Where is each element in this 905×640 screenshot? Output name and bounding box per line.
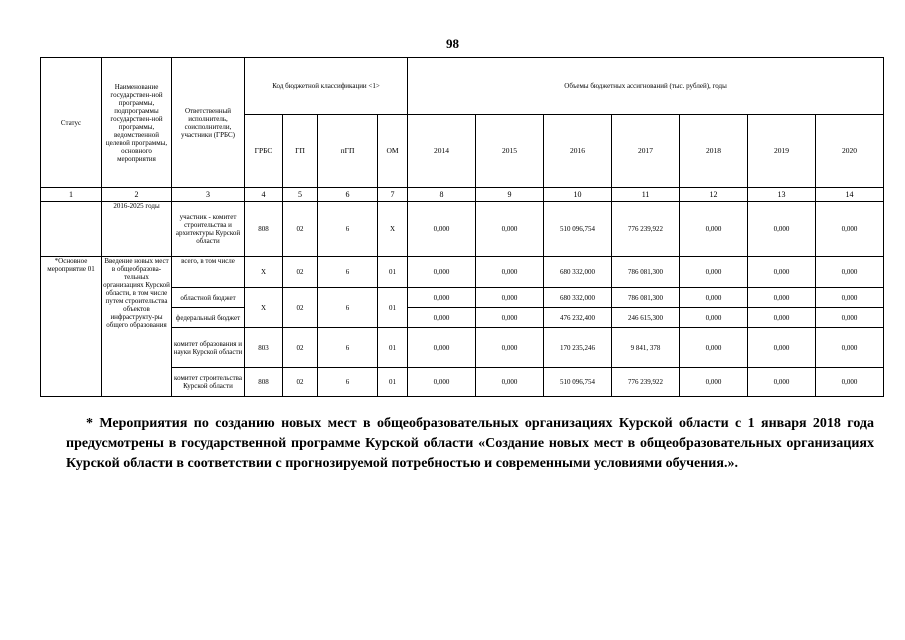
value-cell: 246 615,300: [612, 308, 680, 328]
value-cell: 786 081,300: [612, 257, 680, 288]
header-responsible: Ответственный исполнитель, соисполнители, участники (ГРБС): [172, 58, 245, 188]
value-cell: 0,000: [748, 308, 816, 328]
value-cell: 0,000: [680, 288, 748, 308]
status-cell-empty: [41, 202, 102, 257]
pgp-cell: 6: [318, 368, 378, 397]
header-year: 2016: [544, 115, 612, 188]
value-cell: 0,000: [748, 328, 816, 368]
pgp-cell: 6: [318, 288, 378, 328]
value-cell: 0,000: [476, 308, 544, 328]
column-number: 6: [318, 188, 378, 202]
value-cell: 0,000: [816, 368, 884, 397]
value-cell: 0,000: [816, 308, 884, 328]
responsible-cell: областной бюджет: [172, 288, 245, 308]
value-cell: 0,000: [748, 257, 816, 288]
value-cell: 0,000: [408, 257, 476, 288]
gp-cell: 02: [283, 288, 318, 328]
column-number: 1: [41, 188, 102, 202]
om-cell: 01: [378, 368, 408, 397]
value-cell: 0,000: [476, 368, 544, 397]
column-number: 14: [816, 188, 884, 202]
value-cell: 0,000: [408, 288, 476, 308]
value-cell: 680 332,000: [544, 257, 612, 288]
footnote-text: * Мероприятия по созданию новых мест в общеобразовательных организациях Курской области с 1 января 2018 года предусмотрены в государственной программе Курской области «Создание новых мест в общеобразовательных организациях Курской области в соответствии с прогнозируемой потребностью и современными условиями обучения.».: [66, 416, 874, 471]
value-cell: 9 841, 378: [612, 328, 680, 368]
value-cell: 0,000: [816, 257, 884, 288]
page-number: 98: [446, 36, 459, 51]
value-cell: 0,000: [816, 288, 884, 308]
gp-cell: 02: [283, 202, 318, 257]
budget-table: [40, 57, 884, 397]
column-number: 2: [102, 188, 172, 202]
value-cell: 0,000: [680, 328, 748, 368]
column-number: 10: [544, 188, 612, 202]
gp-cell: 02: [283, 328, 318, 368]
column-number-row: [41, 188, 884, 202]
grbs-cell: Х: [245, 257, 283, 288]
table-row-program: [41, 202, 884, 257]
responsible-cell: всего, в том числе: [172, 257, 245, 288]
column-number: 7: [378, 188, 408, 202]
value-cell: 0,000: [476, 288, 544, 308]
column-number: 9: [476, 188, 544, 202]
header-pgp: пГП: [318, 115, 378, 188]
value-cell: 0,000: [748, 202, 816, 257]
value-cell: 0,000: [680, 368, 748, 397]
column-number: 8: [408, 188, 476, 202]
value-cell: 510 096,754: [544, 368, 612, 397]
column-number: 4: [245, 188, 283, 202]
value-cell: 0,000: [680, 202, 748, 257]
grbs-cell: 803: [245, 328, 283, 368]
pgp-cell: 6: [318, 257, 378, 288]
om-cell: 01: [378, 328, 408, 368]
value-cell: 0,000: [476, 257, 544, 288]
pgp-cell: 6: [318, 202, 378, 257]
om-cell: Х: [378, 202, 408, 257]
pgp-cell: 6: [318, 328, 378, 368]
table-row-total: [41, 257, 884, 288]
value-cell: 0,000: [680, 257, 748, 288]
gp-cell: 02: [283, 368, 318, 397]
header-year: 2019: [748, 115, 816, 188]
value-cell: 680 332,000: [544, 288, 612, 308]
value-cell: 0,000: [680, 308, 748, 328]
program-main-event: Введение новых мест в общеобразова-тельных организациях Курской области, в том числе путем строительства объектов инфраструкту-ры общего образования: [102, 257, 172, 397]
grbs-cell: 808: [245, 202, 283, 257]
responsible-cell: участник - комитет строительства и архитектуры Курской области: [172, 202, 245, 257]
value-cell: 0,000: [408, 328, 476, 368]
om-cell: 01: [378, 257, 408, 288]
om-cell: 01: [378, 288, 408, 328]
value-cell: 170 235,246: [544, 328, 612, 368]
value-cell: 0,000: [748, 368, 816, 397]
gp-cell: 02: [283, 257, 318, 288]
status-main-event: *Основное мероприятие 01: [41, 257, 102, 397]
value-cell: 0,000: [476, 328, 544, 368]
column-number: 12: [680, 188, 748, 202]
responsible-cell: комитет строительства Курской области: [172, 368, 245, 397]
header-om: ОМ: [378, 115, 408, 188]
responsible-cell: федеральный бюджет: [172, 308, 245, 328]
value-cell: 476 232,400: [544, 308, 612, 328]
header-program-name: Наименование государствен-ной программы, подпрограммы государствен-ной программы, ведомственной целевой программы, основного мероприятия: [102, 58, 172, 188]
header-year: 2014: [408, 115, 476, 188]
value-cell: 786 081,300: [612, 288, 680, 308]
value-cell: 0,000: [748, 288, 816, 308]
value-cell: 0,000: [816, 202, 884, 257]
value-cell: 0,000: [408, 308, 476, 328]
value-cell: 776 239,922: [612, 368, 680, 397]
value-cell: 0,000: [476, 202, 544, 257]
value-cell: 0,000: [816, 328, 884, 368]
grbs-cell: Х: [245, 288, 283, 328]
header-classification-code: Код бюджетной классификации <1>: [245, 58, 408, 115]
column-number: 13: [748, 188, 816, 202]
header-budget-volumes: Объемы бюджетных ассигнований (тыс. рублей), годы: [408, 58, 884, 115]
value-cell: 510 096,754: [544, 202, 612, 257]
header-year: 2017: [612, 115, 680, 188]
responsible-cell: комитет образования и науки Курской области: [172, 328, 245, 368]
header-gp: ГП: [283, 115, 318, 188]
value-cell: 0,000: [408, 202, 476, 257]
header-year: 2018: [680, 115, 748, 188]
header-year: 2020: [816, 115, 884, 188]
value-cell: 776 239,922: [612, 202, 680, 257]
footnote: [66, 414, 874, 474]
header-year: 2015: [476, 115, 544, 188]
header-grbs: ГРБС: [245, 115, 283, 188]
program-period: 2016-2025 годы: [102, 202, 172, 257]
column-number: 3: [172, 188, 245, 202]
header-status: Статус: [41, 58, 102, 188]
column-number: 11: [612, 188, 680, 202]
grbs-cell: 808: [245, 368, 283, 397]
header-row-1: [41, 58, 884, 115]
value-cell: 0,000: [408, 368, 476, 397]
column-number: 5: [283, 188, 318, 202]
